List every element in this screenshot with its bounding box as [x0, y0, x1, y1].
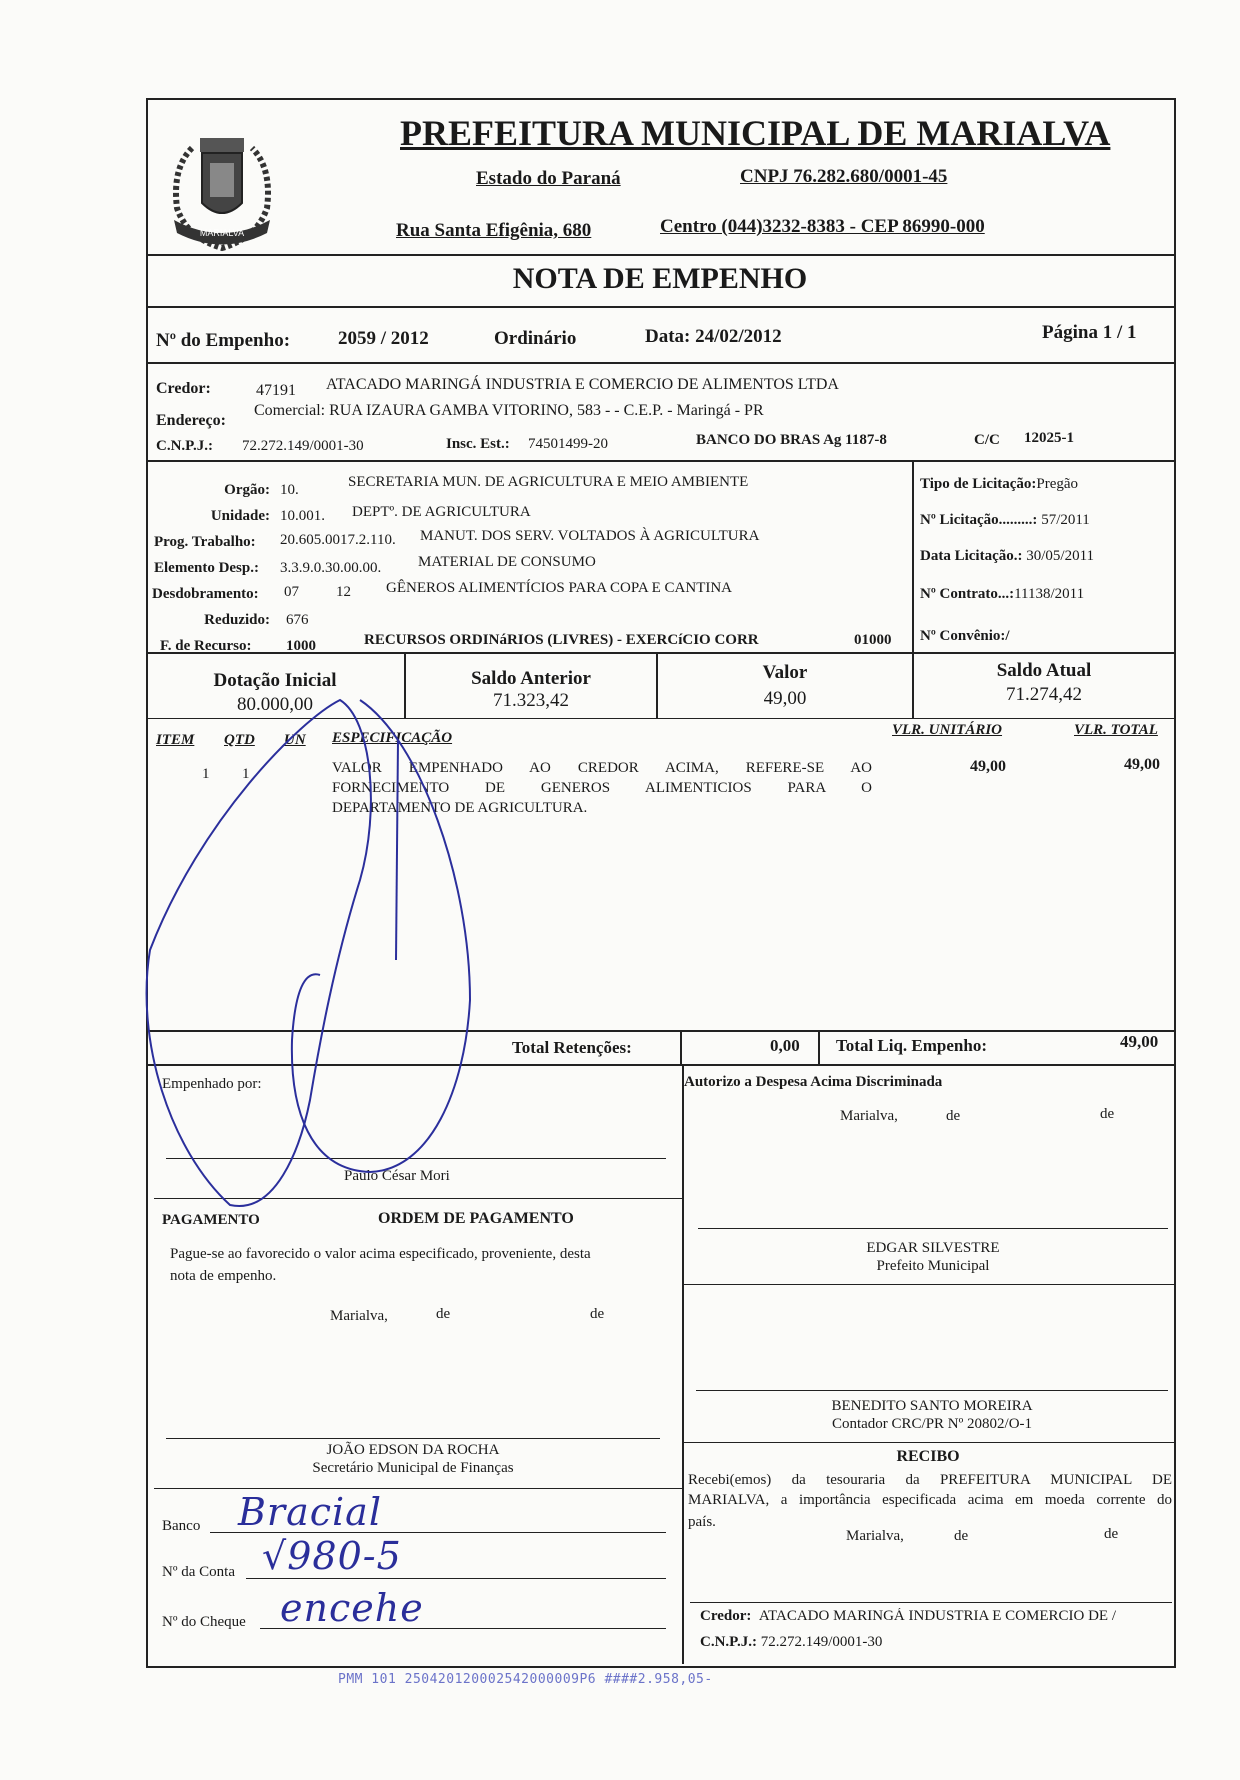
prefeito-role: Prefeito Municipal: [876, 1258, 990, 1274]
document-title: NOTA DE EMPENHO: [512, 262, 808, 295]
licitacao-type: Tipo de Licitação:Pregão: [920, 476, 1079, 492]
cheque-label: Nº do Cheque: [162, 1614, 246, 1630]
liquido-label: Total Liq. Empenho:: [836, 1036, 987, 1055]
header-title: PREFEITURA MUNICIPAL DE MARIALVA: [400, 113, 1111, 153]
recibo-text-3: país.: [688, 1514, 716, 1530]
saldo-atual-value: 71.274,42: [1006, 684, 1082, 705]
row-spec-line-2: FORNECIMENTO DE GENEROS ALIMENTICIOS PARA O: [332, 780, 872, 796]
recibo-place: Marialva,: [846, 1528, 904, 1544]
recurso-code: 1000: [286, 638, 316, 654]
unidade-name: DEPTº. DE AGRICULTURA: [352, 504, 531, 520]
pagamento-text-1: Pague-se ao favorecido o valor acima especificado, proveniente, desta: [170, 1246, 591, 1262]
desdobramento-name: GÊNEROS ALIMENTÍCIOS PARA COPA E CANTINA: [386, 580, 733, 596]
prog-code: 20.605.0017.2.110.: [280, 532, 396, 548]
recibo-de-2: de: [1104, 1526, 1119, 1542]
col-item: ITEM: [156, 732, 195, 748]
recibo-cnpj: C.N.P.J.: 72.272.149/0001-30: [700, 1634, 883, 1650]
elemento-name: MATERIAL DE CONSUMO: [418, 554, 596, 570]
credor-name: ATACADO MARINGÁ INDUSTRIA E COMERCIO DE ALIMENTOS LTDA: [326, 376, 839, 393]
header-state: Estado do Paraná: [476, 168, 621, 189]
page-indicator: Página 1 / 1: [1042, 322, 1137, 343]
autorizo-place: Marialva,: [840, 1108, 898, 1124]
recibo-de-1: de: [954, 1528, 969, 1544]
valor-value: 49,00: [763, 688, 807, 709]
credor-address: Comercial: RUA IZAURA GAMBA VITORINO, 583 - - C.E.P. - Maringá - PR: [254, 402, 764, 419]
ordem-pagamento-label: ORDEM DE PAGAMENTO: [378, 1210, 574, 1227]
header-contact: Centro (044)3232-8383 - CEP 86990-000: [660, 216, 985, 237]
recurso-label: F. de Recurso:: [160, 638, 252, 654]
reduzido-label: Reduzido:: [204, 612, 270, 628]
cc-label: C/C: [974, 432, 1000, 448]
recibo-text-1: Recebi(emos) da tesouraria da PREFEITURA MUNICIPAL DE: [688, 1472, 1172, 1488]
prefeito-name: EDGAR SILVESTRE: [866, 1240, 1000, 1256]
conta-label: Nº da Conta: [162, 1564, 235, 1580]
credor-bank: BANCO DO BRAS Ag 1187-8: [696, 432, 887, 448]
pagamento-de-1: de: [436, 1306, 451, 1322]
dotacao-label: Dotação Inicial: [213, 670, 337, 691]
valor-label: Valor: [762, 662, 808, 683]
orgao-code: 10.: [280, 482, 299, 498]
row-unit-price: 49,00: [970, 758, 1006, 775]
pagamento-place: Marialva,: [330, 1308, 388, 1324]
liquido-value: 49,00: [1120, 1032, 1159, 1051]
licitacao-date: Data Licitação.: 30/05/2011: [920, 548, 1095, 564]
contador-role: Contador CRC/PR Nº 20802/O-1: [831, 1416, 1033, 1432]
pagamento-text-2: nota de empenho.: [170, 1268, 277, 1284]
recurso-number: 01000: [854, 632, 892, 648]
empenho-type: Ordinário: [494, 328, 577, 349]
row-item: 1: [202, 766, 210, 782]
desdobramento-b: 12: [336, 584, 351, 600]
prog-name: MANUT. DOS SERV. VOLTADOS À AGRICULTURA: [420, 528, 760, 544]
contract-number: Nº Contrato...:11138/2011: [920, 586, 1085, 602]
cheque-handwriting: encehe: [280, 1586, 424, 1630]
credor-label: Credor:: [156, 380, 211, 397]
recurso-name: RECURSOS ORDINáRIOS (LIVRES) - EXERCíCIO CORR: [364, 632, 759, 648]
row-qtd: 1: [242, 766, 250, 782]
credor-code: 47191: [256, 382, 296, 399]
retencoes-value: 0,00: [770, 1036, 800, 1055]
orgao-label: Orgão:: [224, 482, 270, 498]
autorizo-label: Autorizo a Despesa Acima Discriminada: [684, 1074, 943, 1090]
reduzido-value: 676: [286, 612, 309, 628]
row-spec-line-1: VALOR EMPENHADO AO CREDOR ACIMA, REFERE-SE AO: [332, 760, 872, 776]
contador-name: BENEDITO SANTO MOREIRA: [831, 1398, 1033, 1414]
orgao-name: SECRETARIA MUN. DE AGRICULTURA E MEIO AMBIENTE: [348, 474, 749, 490]
unidade-code: 10.001.: [280, 508, 325, 524]
empenho-number-label: Nº do Empenho:: [156, 330, 291, 351]
autorizo-de-1: de: [946, 1108, 961, 1124]
dotacao-value: 80.000,00: [237, 694, 313, 715]
banco-label: Banco: [162, 1518, 201, 1534]
unidade-label: Unidade:: [210, 508, 270, 524]
banco-handwriting: Bracial: [238, 1490, 382, 1534]
retencoes-label: Total Retenções:: [512, 1038, 632, 1057]
row-total: 49,00: [1124, 756, 1160, 773]
desdobramento-label: Desdobramento:: [152, 586, 259, 602]
header-address: Rua Santa Efigênia, 680: [396, 220, 592, 241]
col-vlr-total: VLR. TOTAL: [1074, 722, 1158, 738]
financas-name: JOÃO EDSON DA ROCHA: [326, 1442, 500, 1458]
empenhado-label: Empenhado por:: [162, 1076, 262, 1092]
licitacao-number: Nº Licitação.........: 57/2011: [920, 512, 1090, 528]
pagamento-label: PAGAMENTO: [162, 1212, 260, 1228]
recibo-credor: Credor: ATACADO MARINGÁ INDUSTRIA E COMERCIO DE /: [700, 1608, 1117, 1624]
empenho-number: 2059 / 2012: [338, 328, 429, 349]
credor-insc: 74501499-20: [528, 436, 608, 452]
header-cnpj: CNPJ 76.282.680/0001-45: [740, 166, 948, 187]
col-qtd: QTD: [224, 732, 255, 748]
insc-label: Insc. Est.:: [446, 436, 510, 452]
saldo-anterior-value: 71.323,42: [493, 690, 569, 711]
recibo-title: RECIBO: [896, 1448, 960, 1465]
empenho-date: Data: 24/02/2012: [645, 326, 782, 347]
col-un: UN: [284, 732, 306, 748]
credor-cnpj: 72.272.149/0001-30: [242, 438, 364, 454]
saldo-anterior-label: Saldo Anterior: [471, 668, 591, 689]
recibo-text-2: MARIALVA, a importância especificada acima em moeda corrente do: [688, 1492, 1172, 1508]
col-vlr-unitario: VLR. UNITÁRIO: [892, 722, 1003, 738]
address-label: Endereço:: [156, 412, 226, 429]
credor-cc: 12025-1: [1024, 430, 1074, 446]
pagamento-de-2: de: [590, 1306, 605, 1322]
elemento-code: 3.3.9.0.30.00.00.: [280, 560, 382, 576]
cnpj-label: C.N.P.J.:: [156, 438, 213, 454]
autorizo-de-2: de: [1100, 1106, 1115, 1122]
desdobramento-a: 07: [284, 584, 299, 600]
empenhado-name: Paulo César Mori: [344, 1168, 450, 1184]
elemento-label: Elemento Desp.:: [154, 560, 259, 576]
conta-handwriting: √980-5: [262, 1534, 402, 1578]
col-especificacao: ESPECIFICAÇÃO: [332, 730, 453, 746]
saldo-atual-label: Saldo Atual: [996, 660, 1092, 681]
row-spec-line-3: DEPARTAMENTO DE AGRICULTURA.: [332, 800, 588, 816]
prog-label: Prog. Trabalho:: [154, 534, 256, 550]
financas-role: Secretário Municipal de Finanças: [312, 1460, 514, 1476]
footer-stamp: PMM 101 250420120002542000009P6 ####2.958,05-: [338, 1672, 713, 1687]
svg-text:MARIALVA: MARIALVA: [199, 228, 245, 238]
convenio-label: Nº Convênio:/: [920, 628, 1010, 644]
